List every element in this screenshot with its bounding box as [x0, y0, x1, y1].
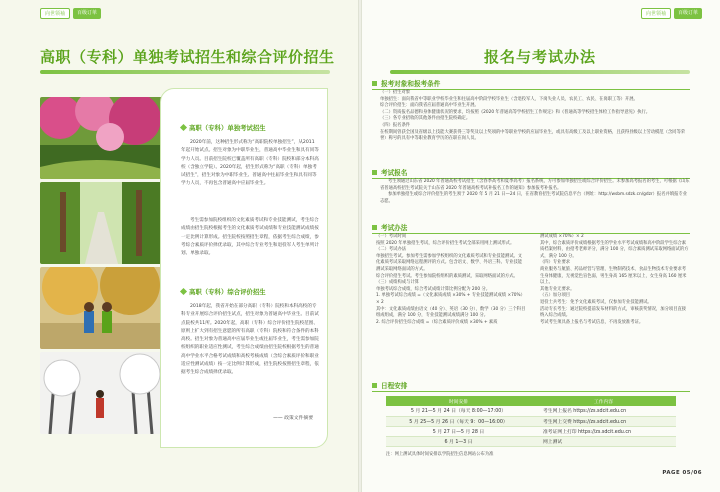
- signature: —— 政策文件摘要: [273, 416, 313, 421]
- paragraph: 2018年起，我省开始在部分高职（专科）院校和本科高校的专科专业开展综合评价招生试点，招生对象为普通高中毕业生。目前试点院校共11所。2020年起，高职（专科）综合评价招生院校范围、原则上扩大到有招生意愿的所有高职（专科）院校和符合条件的本科高校。招生对象为普通高中应届毕业生或往届毕业生，考生需参加院校组织的职业适应性测试，考生综合成绩由招生院校根据考生的普通高中学业水平合格考试成绩和高校考核成绩（含综合素质评价和职业适应性测试成绩）按一定比例计算形成，招生院校按照招生章程，依据考生综合成绩择优录取。: [181, 304, 319, 376]
- text-line: （二）考试办法: [376, 247, 407, 253]
- section-registration: [372, 167, 690, 205]
- campus-autumn-photo: [40, 267, 162, 349]
- schedule-time: 5 月 27 日—5 月 28 日: [386, 426, 531, 436]
- text-line: 活动专长考生：通过院校提前发布材料的方式，审核获奖情况，加分项目直接纳入综合成绩。: [540, 306, 687, 319]
- campus-snow-photo: [40, 352, 162, 434]
- left-header-tabs: [40, 8, 101, 19]
- square-bullet-icon: [372, 225, 377, 230]
- text-line: （三）各专业招收的其他条件由招生院校确定。: [380, 116, 471, 122]
- text-line: 综合评价招生：面向我省应届普通高中毕业生开展。: [380, 103, 479, 109]
- text-line: （一）招生对象: [380, 90, 411, 95]
- two-column-text: [372, 234, 690, 326]
- page-title: 报名与考试办法: [483, 48, 596, 66]
- table-header: 时间安排: [386, 396, 531, 406]
- section-heading-comprehensive: 高职（专科）综合评价招生: [181, 287, 266, 296]
- page-title: 高职（专科）单独考试招生和综合评价招生: [40, 48, 335, 66]
- text-line: 考生须通过山东省 2020 年普通高校考试招生（含春季高考和夏季高考）报名系统，方可参加单独招生或综合评价招生。未参加高考报名的考生，可根据《山东省普通高校招生考试院关于山东省 2020 年普通高校考试补报名工作的通知》参加报考补报名。: [380, 179, 690, 191]
- paragraph: 2020年前，这种招生形式称为“高职院校单独招生”，从2011年起开始试点。招生对象为中职毕业生，普通高中毕业生和具有同等学力人员。目前招生院校已覆盖所有高职（专科）院校和部分本科高校（含独立学院）。2020年起，招生形式称为“高职（专科）单独考试招生”，招生对象为中职毕业生、普通高中往届毕业生和具有同等学力人员，不再包含普通高中应届毕业生。: [181, 140, 319, 187]
- policy-card: [160, 88, 328, 448]
- text-column-left: [372, 234, 526, 326]
- table-row: [386, 426, 676, 436]
- text-line: （四）专业要求: [540, 260, 571, 266]
- text-line: 单独招生：面向我省中等职业学校毕业生和往届高中阶段学校毕业生（含退役军人、下岗失业人员、农民工、农民、在岗职工等）开展。: [380, 96, 638, 102]
- schedule-task: 准考证网上打印 https://zs.sdcit.edu.cn: [531, 426, 676, 436]
- campus-blossom-photo: [40, 97, 162, 179]
- schedule-task: 考生网上报名 https://zs.sdcit.edu.cn: [531, 406, 676, 416]
- table-row: [386, 436, 676, 446]
- text-line: 其他专业无要求。: [540, 286, 575, 292]
- text-line: （一）考试时间: [376, 234, 407, 239]
- table-row: [386, 406, 676, 416]
- section-heading-single-exam: 高职（专科）单独考试招生: [181, 123, 266, 132]
- text-line: 商业服务与航旅、药品经营与管理、生物制药技术、食品生物技术专业要求考生身体健康，无视觉色盲色弱，男生身高 165 厘米以上，女生身高 160 厘米以上。: [540, 266, 687, 286]
- title-underline: [40, 70, 330, 74]
- text-line: 参加单独招生或综合评价招生的考生须于 2020 年 5 月 21 日—24 日，在省教育招生考试院信息平台（网址：http://wsbm.sdzk.cn/gdzr）报名并填报专业志愿。: [380, 192, 687, 204]
- header-tab: 向世领袖: [40, 8, 70, 19]
- text-line: 考试考生须具备上报名与考试信息，不再发放准考证。: [540, 319, 644, 325]
- text-column-right: [536, 234, 690, 326]
- table-header: 工作内容: [531, 396, 676, 406]
- diamond-bullet-icon: [180, 288, 187, 295]
- text-line: （三）成绩构成与计算: [376, 280, 419, 286]
- text-line: 单独考试综合成绩，综合考试成绩计算比例分配为 200 分。: [376, 286, 491, 292]
- text-line: （二）资质报名品德和身体健康状况的要求，均按照《2020 年普通高等学校招生工作规定》和《普通高等学校招生体检工作指导意见》执行。: [380, 109, 651, 115]
- table-row: [386, 416, 676, 426]
- page-gutter: [358, 0, 362, 492]
- section-heading: 考试办法: [372, 222, 690, 234]
- schedule-time: 6 月 1—3 日: [386, 436, 531, 446]
- text-line: 1. 单独考试综合成绩 =（文化素质成绩 ×30% + 专业技能测试成绩 ×70%）× 2: [376, 293, 525, 305]
- square-bullet-icon: [372, 383, 377, 388]
- schedule-task: 网上测试: [531, 436, 676, 446]
- text-line: 测试成绩 ×70%）× 2: [540, 234, 584, 239]
- diamond-bullet-icon: [180, 124, 187, 131]
- section-exam-method: [372, 222, 690, 326]
- header-tab: 百级订单: [73, 8, 101, 19]
- section-heading: 报考对象和报考条件: [372, 78, 690, 90]
- text-line: 其中，综合素质评价成绩根据考生的学业水平考试成绩和高中阶段学生综合素质档案材料，由招考老师评分，满分 100 分，综合素质测试采取网络面试的方式，满分 100 分。: [540, 240, 689, 259]
- square-bullet-icon: [372, 81, 377, 86]
- text-line: 综合评价招生考试。考生参加院校组织的素质测试，采取网络面试的方式。: [376, 273, 518, 279]
- right-header-tabs: [641, 8, 702, 19]
- text-line: 单独招生考试。参加考生需参加学校组织的文化素质考试和专业技能测试。文化素质考试采取网络远程测评的方式。包含语文、数学、外语三科。专业技能测试采取网络面试的方式。: [376, 253, 523, 272]
- text-line: 在校期间曾获全国及省级以上技能大赛获得三等奖及以上奖项的中等职业学校的应届毕业生，或具有高级工及以上职业资格，且获得县级以上劳动模范（含同等荣誉）称号的具有中等职业教育学历的在职在岗人员。: [380, 129, 686, 142]
- text-line: 2. 综合评价招生综合成绩 =（综合素质评价成绩 ×30% + 素质: [376, 319, 498, 325]
- text-line: 按照 2020 年单独招生考试，综合评价招生考试全部采用网上测试形式。: [376, 240, 515, 246]
- section-heading: 日程安排: [372, 380, 690, 392]
- text-line: 退役士兵考生：免予文化素质考试，仅参加专业技能测试。: [540, 299, 652, 305]
- text-line: （五）加分项目: [540, 293, 571, 299]
- schedule-note: 注：网上测试具体时间安排以学院招生信息网站公布为准: [386, 451, 494, 457]
- header-tab: 向世领袖: [641, 8, 671, 19]
- schedule-task: 考生网上交费 https://zs.sdcit.edu.cn: [531, 416, 676, 426]
- header-tab: 百级订单: [674, 8, 702, 19]
- campus-path-photo: [40, 182, 162, 264]
- text-line: 其中：文化素质成绩由语文（40 分）、英语（30 分）、数学（30 分）三个科目组成组成，满分 100 分，专业技能测试成绩满分 100 分。: [376, 306, 526, 319]
- title-underline: [390, 70, 690, 74]
- section-heading: 考试报名: [372, 167, 690, 179]
- schedule-table: [386, 396, 676, 447]
- square-bullet-icon: [372, 170, 377, 175]
- section-eligibility: [372, 78, 690, 143]
- schedule-time: 5 月 21—5 月 24 日（每天 8:00—17:00）: [386, 406, 531, 416]
- photo-column: [40, 97, 162, 437]
- schedule-time: 5 月 25—5 月 26 日（每天 9：00—16:00）: [386, 416, 531, 426]
- text-line: （四）报名条件: [380, 122, 411, 128]
- paragraph: 考生需参加院校组织的文化素质考试和专业技能测试，考生综合成绩由招生院校根据考生的文化素质考试成绩和专业技能测试成绩按一定比例计算形成。招生院校按照招生章程，依据考生综合成绩，参考综合素质评价择优录取，其中综合专业考生和退役军人考生单列计划、单独录取。: [181, 218, 319, 257]
- eligibility-lines: [372, 90, 690, 143]
- page-number: PAGE 05/06: [662, 470, 702, 476]
- section-schedule: [372, 380, 690, 457]
